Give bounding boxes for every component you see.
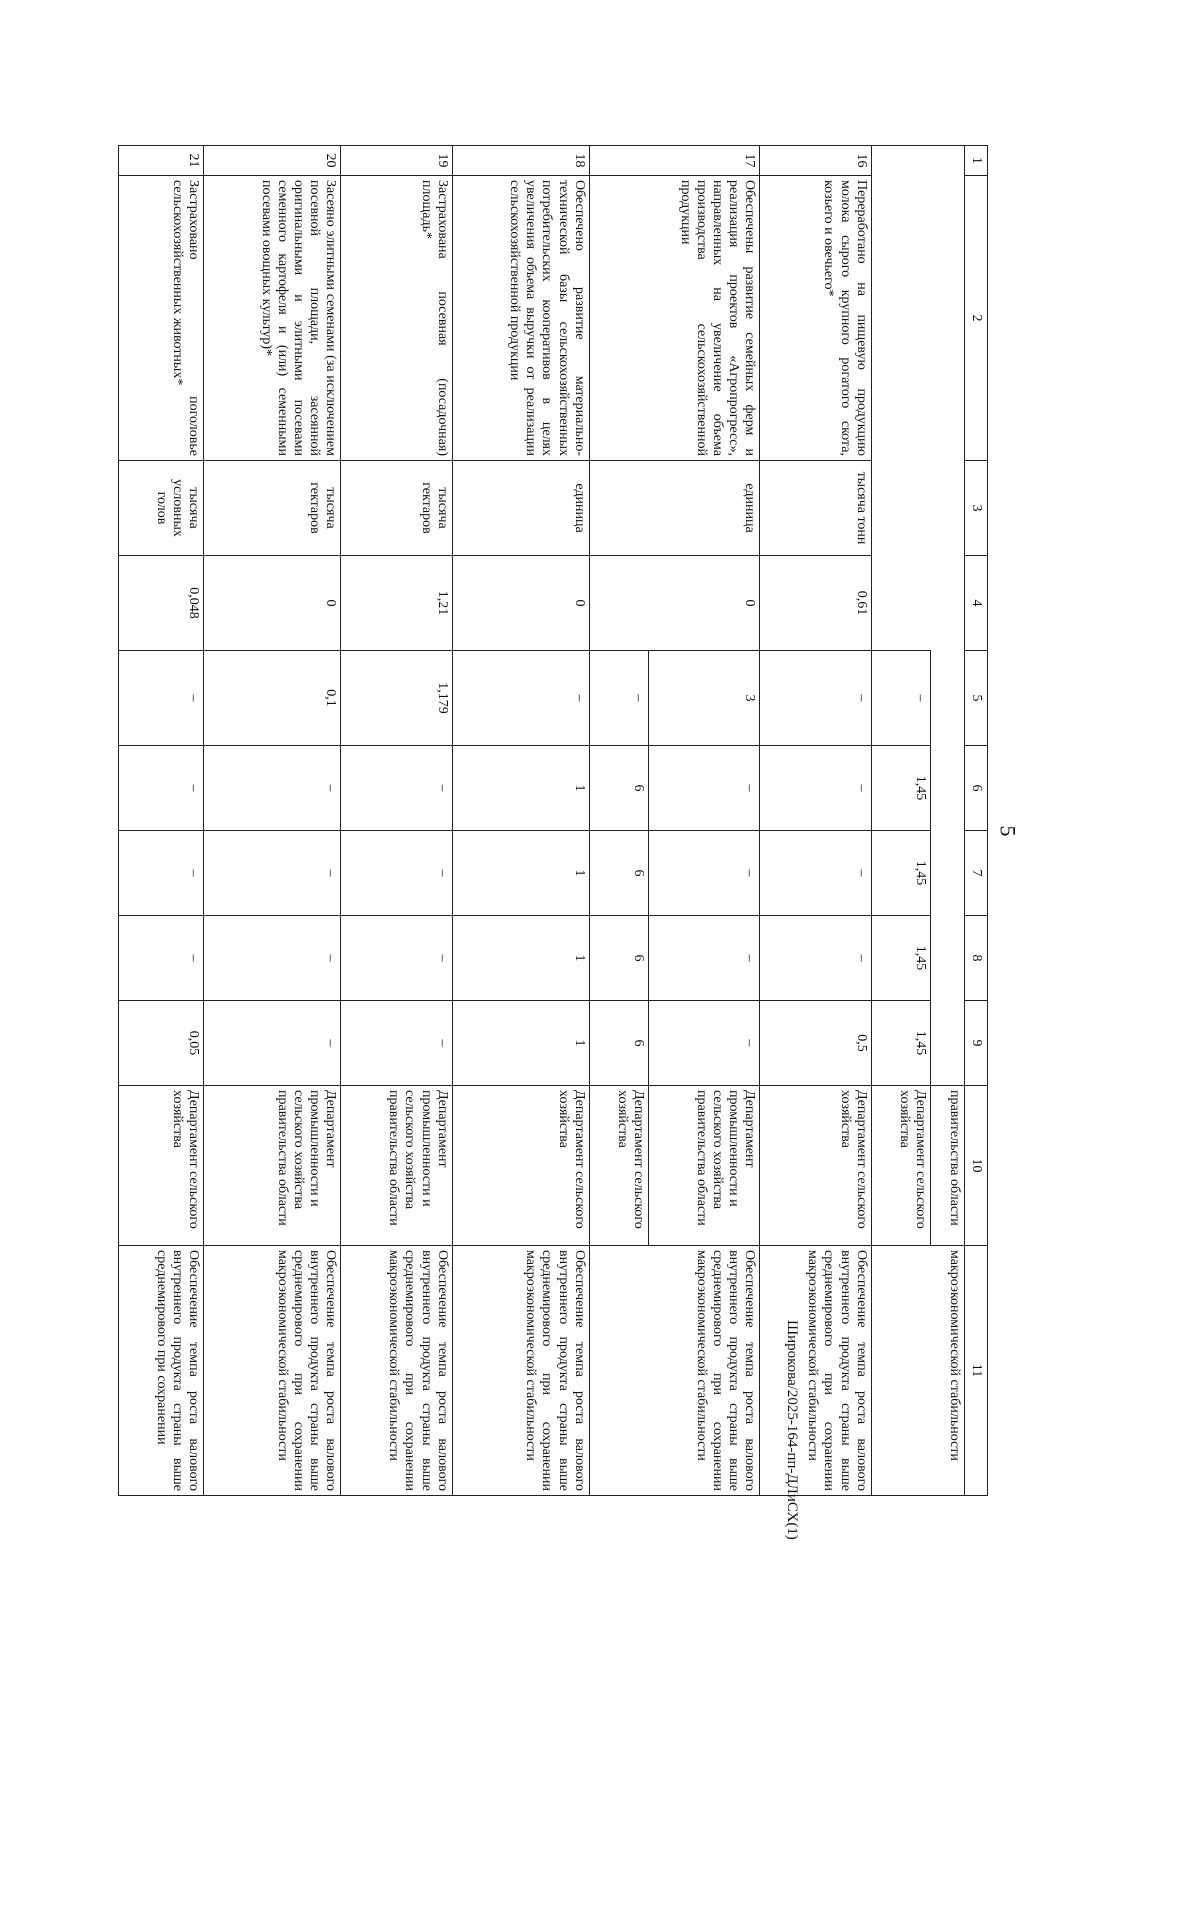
indicator-name: Обеспечено развитие материально-технической базы сельскохозяйственных потребительских кооперативов в целях увеличения объема выручки от реализации сельскохозяйственной продукции (452, 176, 589, 461)
header-cell: 8 (965, 916, 988, 1001)
value-cell: 1,45 (871, 1001, 931, 1086)
value-cell: – (871, 651, 931, 746)
value-cell: 1 (452, 746, 589, 831)
value-cell: 1,179 (341, 651, 452, 746)
goal-cell: Обеспечение темпа роста валового внутреннего продукта страны выше среднемирового при сохранении макроэкономической стабильности (589, 1246, 760, 1496)
value-cell: – (204, 746, 341, 831)
indicator-name: Застрахована посевная (посадочная) площадь* (341, 176, 452, 461)
indicator-name: Обеспечены развитие семейных ферм и реализация проектов «Агропрогресс», направленных на увеличение объема производства сельскохозяйственной продукции (589, 176, 760, 461)
value-cell: 1 (452, 916, 589, 1001)
header-cell: 2 (965, 176, 988, 461)
unit-cell: тысяча условных голов (119, 461, 204, 556)
base-value: 0,61 (760, 556, 871, 651)
base-value: 0 (452, 556, 589, 651)
base-value: 0,048 (119, 556, 204, 651)
indicator-name: Засеяно элитными семенами (за исключением посевной площади, засеянной оригинальными и элитными посевами семенного картофеля и (или) семенными посевами овощных культур)* (204, 176, 341, 461)
value-cell: – (341, 916, 452, 1001)
unit-cell: тысяча тонн (760, 461, 871, 556)
base-value: 1,21 (341, 556, 452, 651)
value-cell: – (341, 831, 452, 916)
unit-cell: тысяча гектаров (204, 461, 341, 556)
base-value: 0 (589, 556, 760, 651)
value-cell: 0,05 (119, 1001, 204, 1086)
header-row (965, 146, 988, 1496)
goal-cell: Обеспечение темпа роста валового внутреннего продукта страны выше среднемирового при сохранении (119, 1246, 204, 1496)
row-number: 17 (589, 146, 760, 176)
table-row (649, 146, 760, 1496)
empty-cell (871, 146, 931, 651)
value-cell: – (204, 1001, 341, 1086)
value-cell: – (649, 1001, 760, 1086)
value-cell: – (204, 831, 341, 916)
unit-cell: единица (589, 461, 760, 556)
value-cell: 0,5 (760, 1001, 871, 1086)
row-number: 21 (119, 146, 204, 176)
responsible-cell: Департамент сельского хозяйства (452, 1086, 589, 1246)
value-cell: – (649, 831, 760, 916)
value-cell: – (204, 916, 341, 1001)
responsible-cell: Департамент промышленности и сельского хозяйства правительства области (649, 1086, 760, 1246)
value-cell: – (341, 746, 452, 831)
header-cell: 3 (965, 461, 988, 556)
responsible-cell: Департамент сельского хозяйства (760, 1086, 871, 1246)
responsible-cell: Департамент сельского хозяйства (119, 1086, 204, 1246)
table-row (341, 146, 452, 1496)
base-value: 0 (204, 556, 341, 651)
table-row (119, 146, 204, 1496)
value-cell: – (589, 651, 649, 746)
value-cell: – (760, 746, 871, 831)
header-cell: 7 (965, 831, 988, 916)
value-cell: 0,1 (204, 651, 341, 746)
value-cell: 1 (452, 1001, 589, 1086)
value-cell: – (760, 916, 871, 1001)
value-cell: 3 (649, 651, 760, 746)
value-cell: 6 (589, 831, 649, 916)
value-cell: – (119, 651, 204, 746)
header-cell: 6 (965, 746, 988, 831)
rotated-table-wrapper (118, 145, 988, 1495)
goal-cell: Обеспечение темпа роста валового внутреннего продукта страны выше среднемирового при сохранении макроэкономической стабильности (341, 1246, 452, 1496)
value-cell: – (760, 831, 871, 916)
unit-cell: тысяча гектаров (341, 461, 452, 556)
value-cell: – (649, 746, 760, 831)
header-cell: 1 (965, 146, 988, 176)
value-cell: 6 (589, 916, 649, 1001)
goal-cell: Обеспечение темпа роста валового внутреннего продукта страны выше среднемирового при сохранении макроэкономической стабильности (452, 1246, 589, 1496)
indicator-name: Переработано на пищевую продукцию молока сырого крупного рогатого скота, козьего и овечьего* (760, 176, 871, 461)
table-row (452, 146, 589, 1496)
value-cell: – (119, 746, 204, 831)
header-cell: 10 (965, 1086, 988, 1246)
header-cell: 4 (965, 556, 988, 651)
value-cell: 6 (589, 1001, 649, 1086)
goal-cell: Обеспечение темпа роста валового внутреннего продукта страны выше среднемирового при сохранении макроэкономической стабильности (204, 1246, 341, 1496)
table-row (204, 146, 341, 1496)
indicator-name: Застраховано поголовье сельскохозяйственных животных* (119, 176, 204, 461)
table-row (931, 146, 965, 1496)
row-number: 20 (204, 146, 341, 176)
row-number: 16 (760, 146, 871, 176)
indicators-table (118, 145, 988, 1496)
value-cell: – (760, 651, 871, 746)
header-cell: 11 (965, 1246, 988, 1496)
value-cell: – (341, 1001, 452, 1086)
header-cell: 9 (965, 1001, 988, 1086)
value-cell: – (649, 916, 760, 1001)
table-row (760, 146, 871, 1496)
value-cell: – (452, 651, 589, 746)
row-number: 19 (341, 146, 452, 176)
responsible-cell: Департамент сельского хозяйства (871, 1086, 931, 1246)
responsible-cell: Департамент промышленности и сельского хозяйства правительства области (341, 1086, 452, 1246)
value-cell: 1,45 (871, 746, 931, 831)
goal-cell: Обеспечение темпа роста валового внутреннего продукта страны выше среднемирового при сохранении макроэкономической стабильности (760, 1246, 871, 1496)
responsible-cell: Департамент сельского хозяйства (589, 1086, 649, 1246)
document-code: Широкова/2025-164-пп-ДЛиСХ(1) (784, 1320, 800, 1540)
responsible-cell: правительства области (931, 1086, 965, 1246)
header-cell: 5 (965, 651, 988, 746)
value-cell: 1,45 (871, 831, 931, 916)
row-number: 18 (452, 146, 589, 176)
value-cell: 1 (452, 831, 589, 916)
goal-cell: макроэкономической стабильности (871, 1246, 964, 1496)
empty-cell (931, 146, 965, 1086)
value-cell: – (119, 916, 204, 1001)
unit-cell: единица (452, 461, 589, 556)
responsible-cell: Департамент промышленности и сельского хозяйства правительства области (204, 1086, 341, 1246)
value-cell: 6 (589, 746, 649, 831)
value-cell: 1,45 (871, 916, 931, 1001)
page-number: 5 (995, 825, 1021, 837)
value-cell: – (119, 831, 204, 916)
